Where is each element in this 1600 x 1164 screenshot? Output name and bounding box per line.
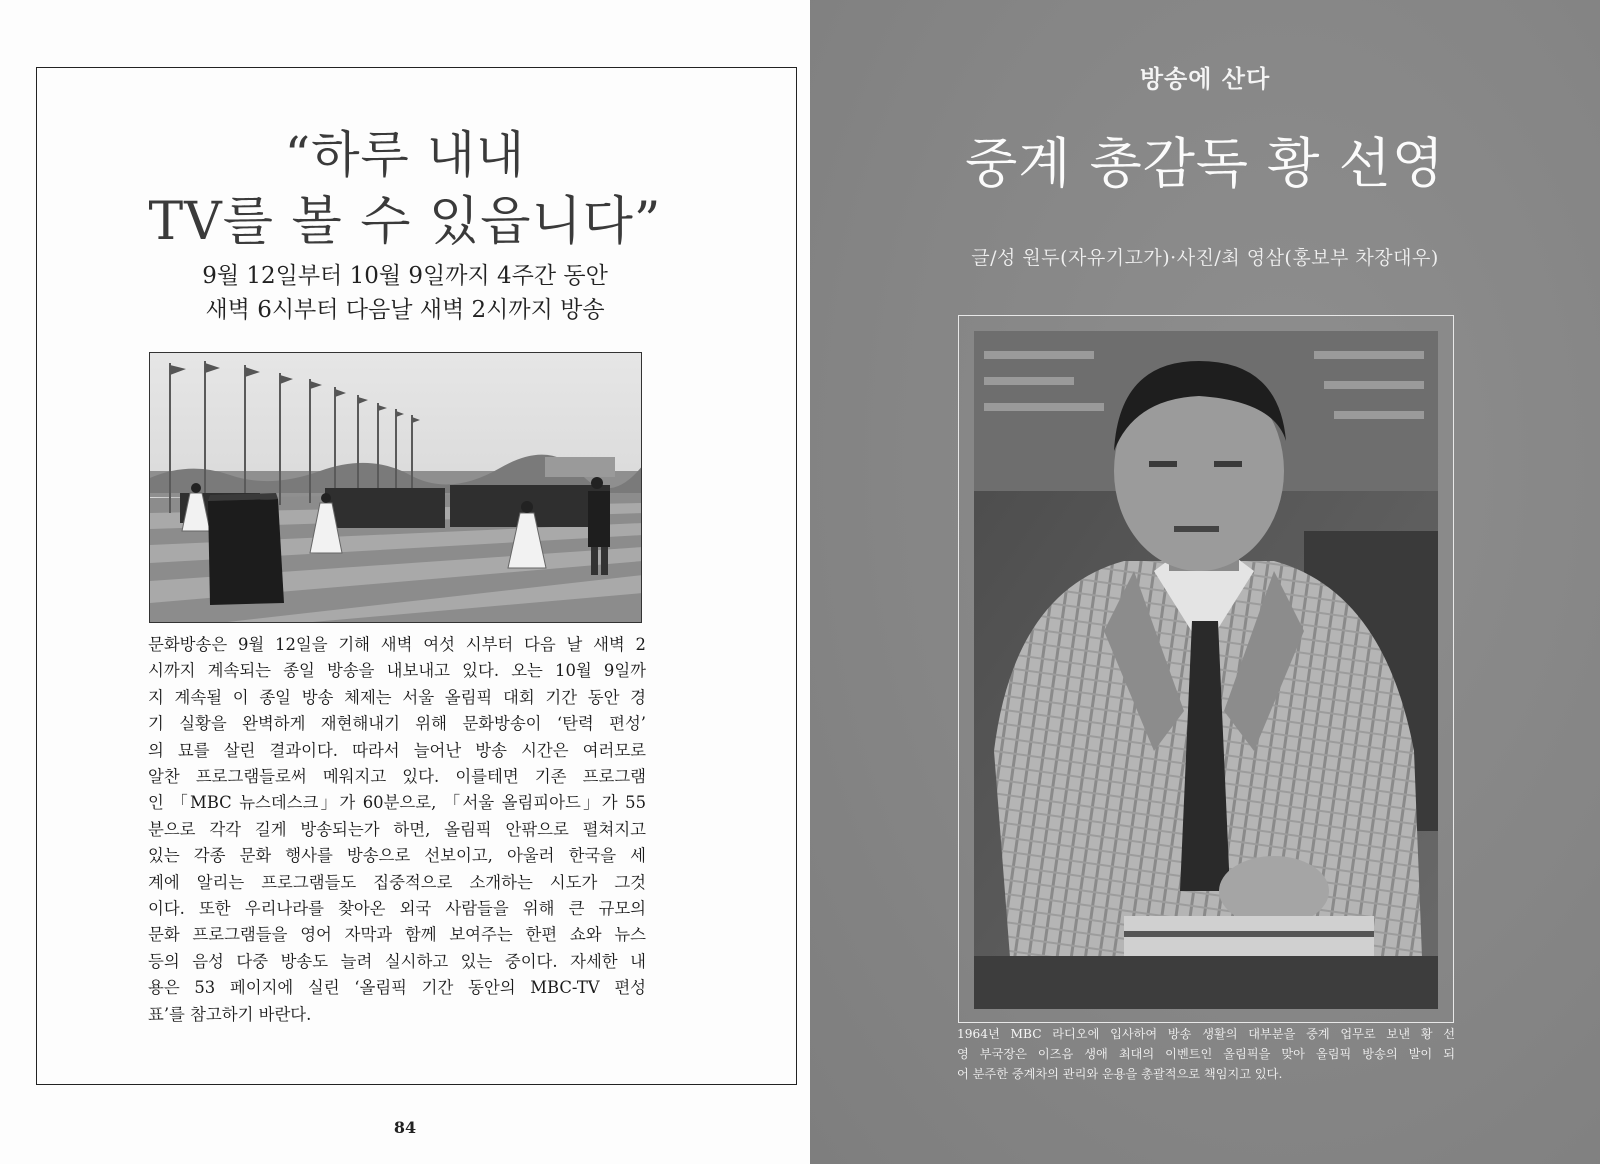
- article-body-line: 의 묘를 살린 결과이다. 따라서 늘어난 방송 시간은 여러모로: [148, 740, 646, 760]
- article-body-line: 알찬 프로그램들로써 메워지고 있다. 이를테면 기존 프로그램: [148, 767, 646, 787]
- article-body-line: 인 「MBC 뉴스데스크」가 60분으로, 「서울 올림피아드」가 55: [148, 793, 646, 813]
- olympic-plaza-photo: [149, 352, 642, 623]
- photo-caption-line: 영 부국장은 이즈음 생애 최대의 이벤트인 올림픽을 맞아 올림픽 방송의 발이 되: [957, 1047, 1455, 1061]
- article-body-line: 표’를 참고하기 바란다.: [148, 1004, 312, 1024]
- article-body-line: 용은 53 페이지에 실린 ‘올림픽 기간 동안의 MBC-TV 편성: [148, 978, 646, 998]
- page-number: 84: [393, 1118, 417, 1137]
- headline-line-1: “하루 내내: [284, 126, 526, 184]
- portrait-photo: [974, 331, 1438, 1009]
- article-body-line: 시까지 계속되는 종일 방송을 내보내고 있다. 오는 10월 9일까: [148, 661, 646, 681]
- headline-line-2: TV를 볼 수 있읍니다”: [148, 192, 662, 252]
- article-body: [148, 632, 646, 1028]
- article-body-line: 지 계속될 이 종일 방송 체제는 서울 올림픽 대회 기간 동안 경: [148, 687, 646, 707]
- subheadline: [0, 259, 810, 327]
- headline: [0, 122, 810, 257]
- article-title: 중계 총감독 황 선영: [965, 132, 1445, 195]
- photo-caption: [957, 1024, 1455, 1084]
- article-body-line: 이다. 또한 우리나라를 찾아온 외국 사람들을 위해 큰 규모의: [148, 899, 646, 919]
- article-body-line: 있는 각종 문화 행사를 방송으로 선보이고, 아울러 한국을 세: [148, 846, 646, 866]
- byline: 글/성 원두(자유기고가)·사진/최 영삼(홍보부 차장대우): [971, 247, 1439, 269]
- article-body-line: 문화 프로그램들을 영어 자막과 함께 보여주는 한편 쇼와 뉴스: [148, 925, 646, 945]
- photo-caption-line: 어 분주한 중계차의 관리와 운용을 총괄적으로 책임지고 있다.: [957, 1067, 1283, 1081]
- subheadline-line-1: 9월 12일부터 10월 9일까지 4주간 동안: [202, 263, 608, 289]
- article-body-line: 분으로 각각 길게 방송되는가 하면, 올림픽 안팎으로 펼쳐지고: [148, 819, 646, 839]
- article-body-line: 계에 알리는 프로그램들도 집중적으로 소개하는 시도가 그것: [148, 872, 646, 892]
- article-body-line: 기 실황을 완벽하게 재현해내기 위해 문화방송이 ‘탄력 편성’: [148, 714, 646, 734]
- article-body-line: 문화방송은 9월 12일을 기해 새벽 여섯 시부터 다음 날 새벽 2: [148, 635, 646, 654]
- section-kicker: 방송에 산다: [1139, 65, 1271, 93]
- photo-caption-line: 1964년 MBC 라디오에 입사하여 방송 생활의 대부분을 중계 업무로 보낸 황 선: [957, 1027, 1455, 1041]
- subheadline-line-2: 새벽 6시부터 다음날 새벽 2시까지 방송: [205, 297, 605, 323]
- article-body-line: 등의 음성 다중 방송도 늘려 실시하고 있는 중이다. 자세한 내: [148, 951, 646, 971]
